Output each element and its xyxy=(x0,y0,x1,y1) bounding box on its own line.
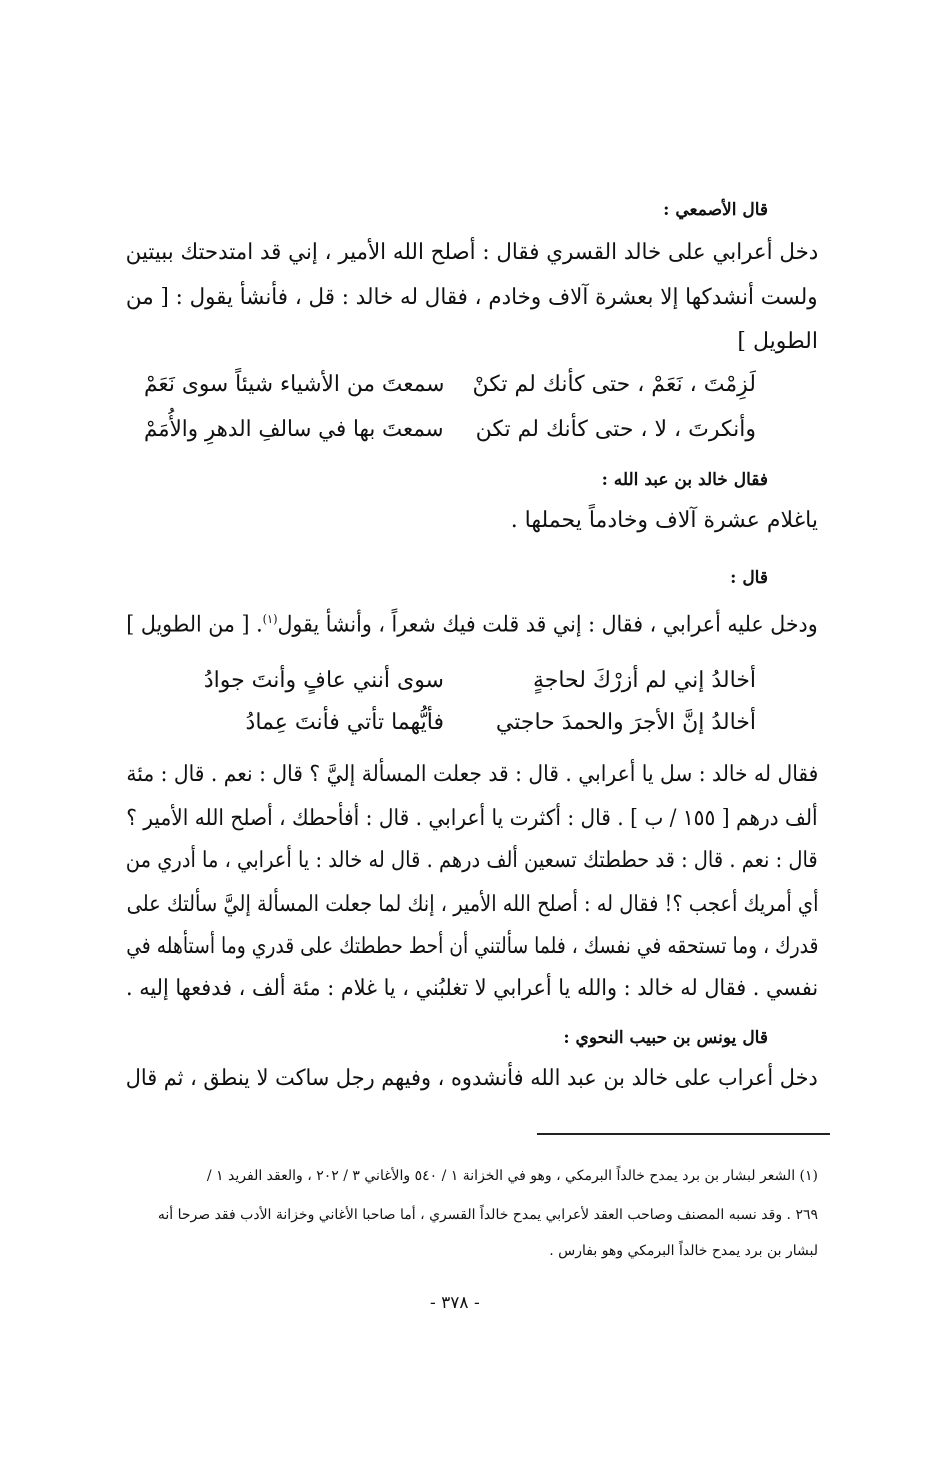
paragraph-2: ياغلام عشرة آلاف وخادماً يحملها . xyxy=(510,508,818,533)
paragraph-3-tail: . [ من الطويل ] xyxy=(126,612,263,638)
paragraph-line: ولست أنشدكها إلا بعشرة آلاف وخادم ، فقال له خالد : قل ، فأنشأ يقول : [ من xyxy=(126,285,818,310)
verse-hemistich-first: أخالدُ إنَّ الأجرَ والحمدَ حاجتي xyxy=(495,710,756,735)
verse-hemistich-first: وأنكرتَ ، لا ، حتى كأنك لم تكن xyxy=(475,417,756,442)
verse-hemistich-second: فأيُّهما تأتي فأنتَ عِمادُ xyxy=(245,710,444,735)
section-heading-khalid: فقال خالد بن عبد الله : xyxy=(601,470,768,490)
paragraph-line: قال : نعم . قال : قد حططتك تسعين ألف درهم . قال له خالد : يا أعرابي ، ما أدري من xyxy=(126,848,818,873)
footnote-line: (١) الشعر لبشار بن برد يمدح خالداً البرمكي ، وهو في الخزانة ١ / ٥٤٠ والأغاني ٣ / ٢٠٢ ، والعقد الفريد ١ / xyxy=(206,1168,818,1184)
footnote-separator xyxy=(537,1133,830,1135)
paragraph-line: قدرك ، وما تستحقه في نفسك ، فلما سألتني أن أحط حططتك على قدري وما أستأهله في xyxy=(125,934,818,959)
paragraph-line: نفسي . فقال له خالد : والله يا أعرابي لا تغلبُني ، يا غلام : مئة ألف ، فدفعها إليه . xyxy=(125,976,818,1001)
verse-hemistich-second: سمعتَ بها في سالفِ الدهرِ والأُمَمْ xyxy=(144,417,444,442)
verse-hemistich-first: أخالدُ إني لم أزرْكَ لحاجةٍ xyxy=(532,668,756,693)
paragraph-3 xyxy=(127,612,818,637)
paragraph-line: دخل أعرابي على خالد القسري فقال : أصلح الله الأمير ، إني قد امتدحتك ببيتين xyxy=(125,240,818,265)
paragraph-line: ألف درهم [ ١٥٥ / ب ] . قال : أكثرت يا أعرابي . قال : أفأحطك ، أصلح الله الأمير ؟ xyxy=(126,806,818,831)
page-number: - ٣٧٨ - xyxy=(430,1293,480,1313)
paragraph-line: فقال له خالد : سل يا أعرابي . قال : قد جعلت المسألة إليَّ ؟ قال : نعم . قال : مئة xyxy=(126,762,818,787)
section-heading-yunus: قال يونس بن حبيب النحوي : xyxy=(563,1028,768,1048)
verse-hemistich-first: لَزِمْتَ ، نَعَمْ ، حتى كأنك لم تكنْ xyxy=(472,372,756,397)
paragraph-5: دخل أعراب على خالد بن عبد الله فأنشدوه ، وفيهم رجل ساكت لا ينطق ، ثم قال xyxy=(125,1066,818,1091)
paragraph-3-text: ودخل عليه أعرابي ، فقال : إني قد قلت فيك شعراً ، وأنشأ يقول xyxy=(277,612,819,638)
verse-hemistich-second: سوى أنني عافٍ وأنتَ جوادُ xyxy=(203,668,444,693)
paragraph-line: أي أمريك أعجب ؟! فقال له : أصلح الله الأمير ، إنك لما جعلت المسألة إليَّ سألتك على xyxy=(126,892,818,917)
verse-hemistich-second: سمعتَ من الأشياء شيئاً سوى نَعَمْ xyxy=(143,372,444,397)
footnote-line: لبشار بن برد يمدح خالداً البرمكي وهو بفارس . xyxy=(549,1243,818,1259)
paragraph-line: الطويل ] xyxy=(737,329,818,354)
footnote-marker: (١) xyxy=(262,612,278,626)
section-heading-qal: قال : xyxy=(730,568,768,588)
footnote-line: ٢٦٩ . وقد نسبه المصنف وصاحب العقد لأعرابي يمدح خالداً القسري ، أما صاحبا الأغاني وخزانة الأدب فقد صرحا أنه xyxy=(157,1207,818,1223)
section-heading-asmai: قال الأصمعي : xyxy=(663,200,768,220)
